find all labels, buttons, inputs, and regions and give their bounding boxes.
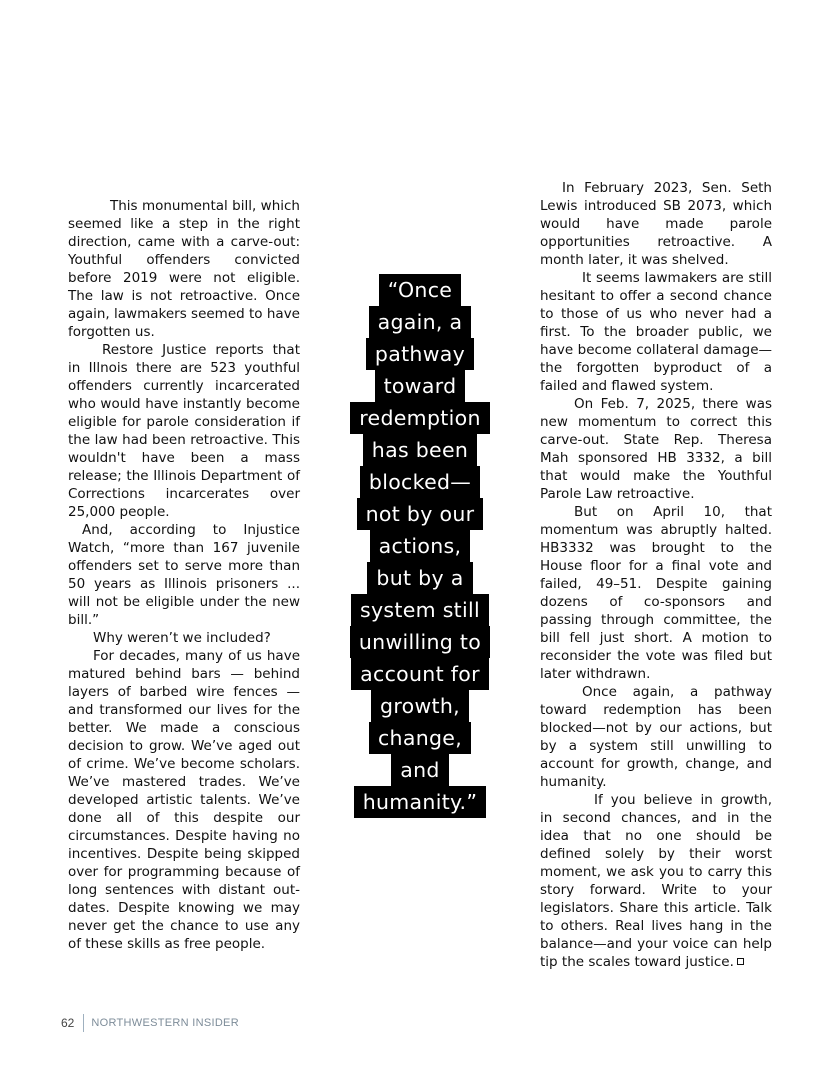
pull-quote-line: actions, xyxy=(370,530,471,562)
right-column xyxy=(540,179,772,971)
paragraph: Restore Justice reports that in Illnois there are 523 youthful offenders currently incarcerated who would have instantly become eligible for parole consideration if the law had been retroactive. This wouldn't have been a mass release; the Illinois Department of Corrections incarcerates over 25,000 people. xyxy=(68,342,300,520)
pull-quote-line: but by a xyxy=(367,562,472,594)
footer xyxy=(61,1014,239,1032)
pull-quote-line: unwilling to xyxy=(350,626,490,658)
paragraph: On Feb. 7, 2025, there was new momentum to correct this carve-out. State Rep. Theresa Mah sponsored HB 3332, a bill that would make the Youthful Parole Law retroactive. xyxy=(540,396,772,502)
paragraph: In February 2023, Sen. Seth Lewis introduced SB 2073, which would have made parole opportunities retroactive. A month later, it was shelved. xyxy=(540,180,772,268)
pull-quote-line: redemption xyxy=(350,402,489,434)
paragraph: And, according to Injustice Watch, “more than 167 juvenile offenders set to serve more than 50 years as Illinois prisoners ... will not be eligible under the new bill.” xyxy=(68,522,300,628)
pull-quote-line: humanity.” xyxy=(354,786,487,818)
pull-quote-line: account for xyxy=(351,658,489,690)
paragraph: It seems lawmakers are still hesitant to offer a second chance to those of us who never had a first. To the broader public, we have become collateral damage—the forgotten byproduct of a failed and flawed system. xyxy=(540,270,772,394)
pull-quote-line: system still xyxy=(351,594,489,626)
pull-quote-line: and xyxy=(391,754,448,786)
pull-quote-line: change, xyxy=(369,722,471,754)
page-number: 62 xyxy=(61,1016,75,1030)
pull-quote-line: blocked— xyxy=(360,466,480,498)
paragraph: This monumental bill, which seemed like a step in the right direction, came with a carve-out: Youthful offenders convicted before 2019 were not eligible. The law is not retroactive. Once again, lawmakers seemed to have forgotten us. xyxy=(68,198,300,340)
pull-quote-line: “Once xyxy=(379,274,461,306)
pull-quote-line: again, a xyxy=(369,306,472,338)
closing-paragraph-text: If you believe in growth, in second chances, and in the idea that no one should be defined solely by their worst moment, we ask you to carry this story forward. Write to your legislators. Share this article. Talk to others. Real lives hang in the balance—and your voice can help tip the scales toward justice. xyxy=(540,792,772,970)
paragraph: For decades, many of us have matured behind bars — behind layers of barbed wire fences — and transformed our lives for the better. We made a conscious decision to grow. We’ve aged out of crime. We’ve become scholars. We’ve mastered trades. We’ve developed artistic talents. We’ve done all of this despite our circumstances. Despite having no incentives. Despite being skipped over for programming because of long sentences with distant out-dates. Despite knowing we may never get the chance to use any of these skills as free people. xyxy=(68,648,300,952)
paragraph: Why weren’t we included? xyxy=(93,630,271,646)
footer-divider xyxy=(83,1014,84,1032)
paragraph: But on April 10, that momentum was abruptly halted. HB3332 was brought to the House floor for a final vote and failed, 49–51. Despite gaining dozens of co-sponsors and passing through committee, the bill fell just short. A motion to reconsider the vote was filed but later withdrawn. xyxy=(540,504,772,682)
pull-quote xyxy=(334,274,506,818)
pull-quote-line: has been xyxy=(363,434,477,466)
pull-quote-line: growth, xyxy=(371,690,469,722)
left-column xyxy=(68,197,300,953)
paragraph xyxy=(540,791,772,971)
publication-name: NORTHWESTERN INSIDER xyxy=(91,1017,239,1029)
pull-quote-line: pathway xyxy=(366,338,474,370)
pull-quote-line: not by our xyxy=(357,498,484,530)
end-mark-icon xyxy=(737,958,744,965)
pull-quote-line: toward xyxy=(375,370,466,402)
paragraph: Once again, a pathway toward redemption has been blocked—not by our actions, but by a system still unwilling to account for growth, change, and humanity. xyxy=(540,684,772,790)
